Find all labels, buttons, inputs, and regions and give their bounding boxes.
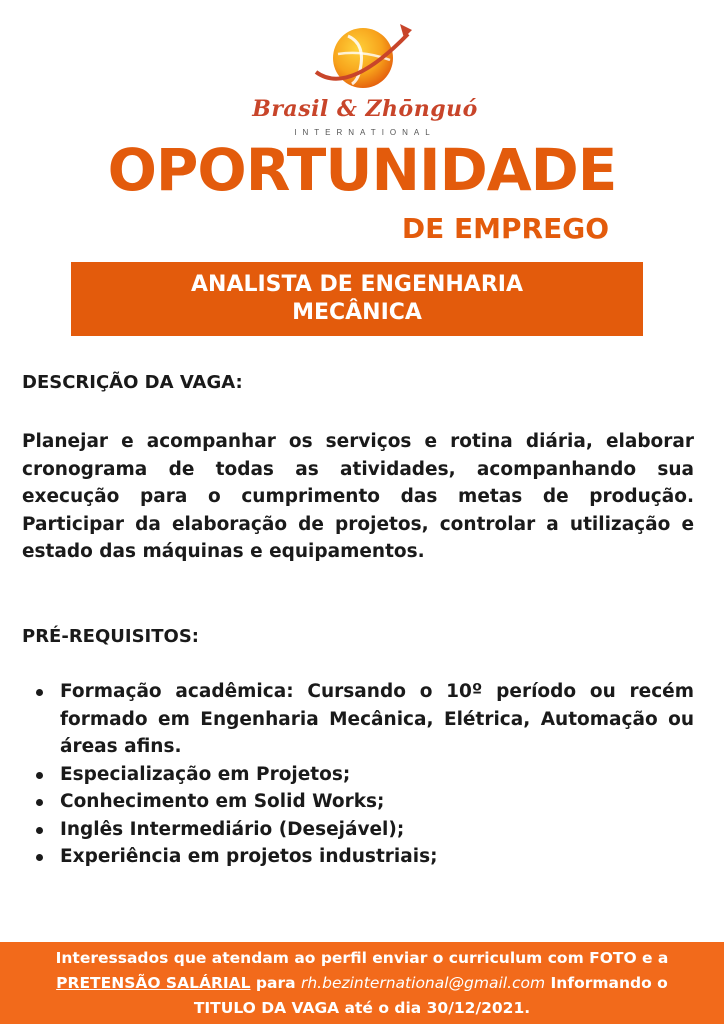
sun-globe-icon — [308, 14, 418, 100]
list-item: Especialização em Projetos; — [60, 761, 694, 789]
footer-line3: TITULO DA VAGA até o dia 30/12/2021. — [193, 999, 531, 1017]
job-title-line2: MECÂNICA — [292, 300, 422, 325]
list-item: Inglês Intermediário (Desejável); — [60, 816, 694, 844]
salary-expectation-text: PRETENSÃO SALÁRIAL — [56, 974, 251, 992]
brand-subtitle: INTERNATIONAL — [294, 128, 436, 137]
requirements-label: PRÉ-REQUISITOS: — [22, 626, 199, 647]
headline: OPORTUNIDADE — [107, 136, 617, 204]
subheadline: DE EMPREGO — [401, 212, 609, 245]
list-item: Formação acadêmica: Cursando o 10º período ou recém formado em Engenharia Mecânica, Elétrica, Automação ou áreas afins. — [60, 678, 694, 761]
job-title-line1: ANALISTA DE ENGENHARIA — [191, 272, 523, 297]
requirements-list — [60, 678, 694, 871]
footer-line2 — [0, 971, 724, 996]
contact-email: rh.bezinternational@gmail.com — [300, 974, 546, 992]
description-text: Planejar e acompanhar os serviços e rotina diária, elaborar cronograma de todas as atividades, acompanhando sua execução para o cumprimento das metas de produção. Participar da elaboração de projetos, controlar a utilização e estado das máquinas e equipamentos. — [22, 431, 694, 562]
list-item: Experiência em projetos industriais; — [60, 843, 694, 871]
footer-connector-2: Informando o — [545, 974, 668, 992]
footer-line1: Interessados que atendam ao perfil enviar o curriculum com FOTO e a — [55, 949, 669, 967]
company-logo — [250, 14, 480, 137]
footer-connector: para — [250, 974, 301, 992]
description-label: DESCRIÇÃO DA VAGA: — [22, 372, 243, 393]
list-item: Conhecimento em Solid Works; — [60, 788, 694, 816]
footer-banner — [0, 942, 724, 1024]
job-title-banner — [71, 262, 643, 336]
brand-name: Brasil & Zhōnguó — [252, 96, 478, 122]
